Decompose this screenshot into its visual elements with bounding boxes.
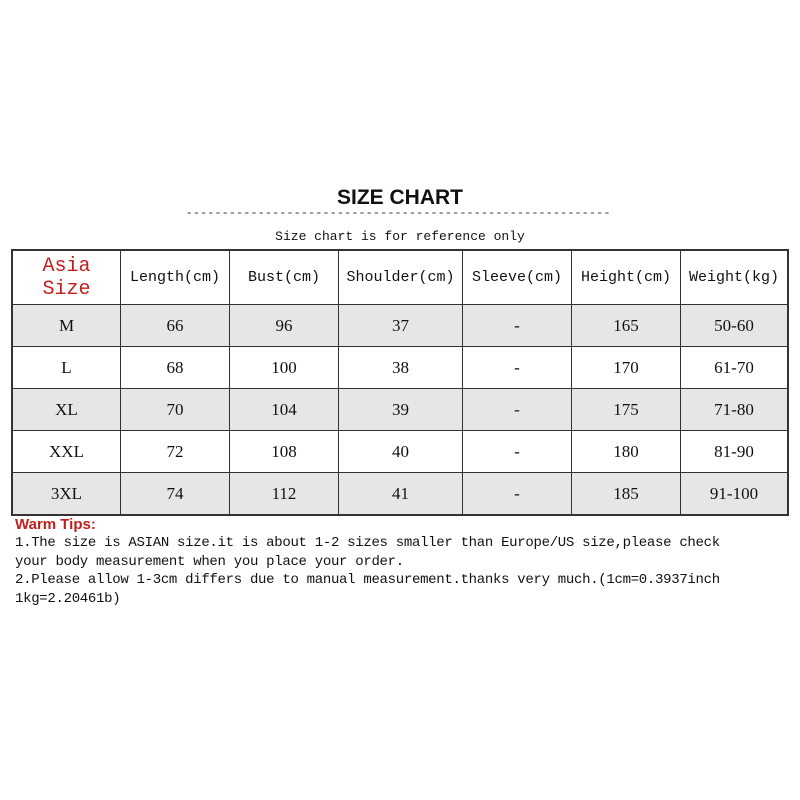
- cell-height: 180: [572, 431, 681, 473]
- cell-height: 170: [572, 347, 681, 389]
- tip-line: 1kg=2.20461b): [15, 590, 121, 607]
- cell-shoulder: 37: [339, 305, 463, 347]
- cell-sleeve: -: [463, 473, 572, 516]
- cell-weight: 81-90: [681, 431, 789, 473]
- table-row: [12, 431, 788, 473]
- cell-size: XL: [12, 389, 121, 431]
- column-header-height: Height(cm): [572, 250, 681, 305]
- tip-line: your body measurement when you place your order.: [15, 553, 404, 570]
- cell-bust: 108: [230, 431, 339, 473]
- cell-weight: 91-100: [681, 473, 789, 516]
- table-header-row: [12, 250, 788, 305]
- table-row: [12, 389, 788, 431]
- cell-height: 175: [572, 389, 681, 431]
- subtitle: Size chart is for reference only: [275, 229, 525, 244]
- warm-tips: [15, 516, 795, 608]
- warm-tips-title: Warm Tips:: [15, 516, 96, 533]
- cell-size: L: [12, 347, 121, 389]
- page-title: SIZE CHART: [337, 186, 463, 209]
- title-divider: -----------------------------------------------------------: [185, 206, 611, 220]
- table-row: [12, 473, 788, 516]
- table-row: [12, 305, 788, 347]
- size-table: [11, 249, 789, 516]
- cell-bust: 100: [230, 347, 339, 389]
- cell-weight: 50-60: [681, 305, 789, 347]
- column-header-sleeve: Sleeve(cm): [463, 250, 572, 305]
- column-header-bust: Bust(cm): [230, 250, 339, 305]
- cell-sleeve: -: [463, 389, 572, 431]
- cell-size: XXL: [12, 431, 121, 473]
- cell-size: 3XL: [12, 473, 121, 516]
- column-header-length: Length(cm): [121, 250, 230, 305]
- table-row: [12, 347, 788, 389]
- cell-shoulder: 39: [339, 389, 463, 431]
- cell-shoulder: 38: [339, 347, 463, 389]
- cell-bust: 112: [230, 473, 339, 516]
- cell-length: 72: [121, 431, 230, 473]
- column-header-weight: Weight(kg): [681, 250, 789, 305]
- tip-line: 1.The size is ASIAN size.it is about 1-2 sizes smaller than Europe/US size,please check: [15, 535, 720, 551]
- column-header-asia-size: Asia Size: [12, 250, 121, 305]
- cell-length: 68: [121, 347, 230, 389]
- cell-shoulder: 40: [339, 431, 463, 473]
- cell-length: 74: [121, 473, 230, 516]
- cell-bust: 104: [230, 389, 339, 431]
- column-header-shoulder: Shoulder(cm): [339, 250, 463, 305]
- cell-bust: 96: [230, 305, 339, 347]
- cell-length: 70: [121, 389, 230, 431]
- cell-sleeve: -: [463, 431, 572, 473]
- cell-weight: 61-70: [681, 347, 789, 389]
- cell-length: 66: [121, 305, 230, 347]
- cell-height: 185: [572, 473, 681, 516]
- cell-height: 165: [572, 305, 681, 347]
- cell-size: M: [12, 305, 121, 347]
- cell-sleeve: -: [463, 347, 572, 389]
- cell-weight: 71-80: [681, 389, 789, 431]
- cell-sleeve: -: [463, 305, 572, 347]
- tip-line: 2.Please allow 1-3cm differs due to manual measurement.thanks very much.(1cm=0.3937inch: [15, 572, 720, 588]
- cell-shoulder: 41: [339, 473, 463, 516]
